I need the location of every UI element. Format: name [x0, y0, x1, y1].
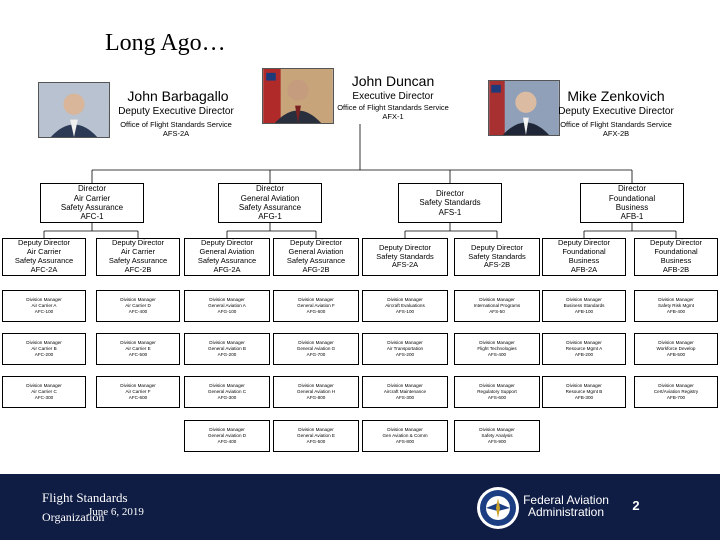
manager-box-afg-300: Division Manager General Aviation C AFG-300	[184, 376, 270, 408]
footer-org-line1: Flight Standards	[42, 490, 128, 505]
manager-box-afs-300: Division Manager Aircraft Maintenance AFS-300	[362, 376, 448, 408]
manager-box-afg-400: Division Manager General Aviation D AFG-400	[184, 420, 270, 452]
manager-box-afs-100: Division Manager Aircraft Evaluations AFS-100	[362, 290, 448, 322]
deputy-box-afs-2b: Deputy Director Safety Standards AFS-2B	[454, 238, 540, 276]
manager-box-afs-400: Division Manager Flight Technologies AFS-400	[454, 333, 540, 365]
manager-box-afg-800: Division Manager General Aviation H AFG-800	[273, 376, 359, 408]
exec-name-center: John Duncan	[351, 73, 435, 89]
manager-box-afg-200: Division Manager General Aviation B AFG-200	[184, 333, 270, 365]
manager-box-afb-100: Division Manager Business Standards AFB-100	[542, 290, 626, 322]
manager-box-afs-50: Division Manager International Programs AFS-50	[454, 290, 540, 322]
deputy-box-afg-2b: Deputy Director General Aviation Safety Assurance AFG-2B	[273, 238, 359, 276]
footer-org-line2: Organization	[42, 510, 105, 524]
deputy-box-afc-2a: Deputy Director Air Carrier Safety Assurance AFC-2A	[2, 238, 86, 276]
footer-agency-line2: Administration	[527, 505, 605, 519]
exec-office-center: Office of Flight Standards Service	[337, 103, 449, 112]
manager-box-afc-100: Division Manager Air Carrier A AFC-100	[2, 290, 86, 322]
exec-code-right: AFX-2B	[602, 129, 630, 138]
manager-box-afb-300: Division Manager Resource Mgmt B AFB-300	[542, 376, 626, 408]
deputy-box-afb-2a: Deputy Director Foundational Business AFB-2A	[542, 238, 626, 276]
director-box-afs: Director Safety Standards AFS-1	[398, 183, 502, 223]
manager-box-afc-500: Division Manager Air Carrier E AFC-500	[96, 333, 180, 365]
slide-title: Long Ago…	[105, 30, 226, 56]
manager-box-afc-400: Division Manager Air Carrier D AFC-400	[96, 290, 180, 322]
manager-box-afg-600: Division Manager General Aviation F AFG-600	[273, 290, 359, 322]
footer-agency-line1: Federal Aviation	[523, 493, 609, 507]
deputy-box-afb-2b: Deputy Director Foundational Business AFB-2B	[634, 238, 718, 276]
exec-title-right: Deputy Executive Director	[558, 106, 674, 117]
manager-box-afg-700: Division Manager General Aviation G AFG-700	[273, 333, 359, 365]
manager-box-afb-400: Division Manager Safety Risk Mgmt AFB-400	[634, 290, 718, 322]
director-box-afg: Director General Aviation Safety Assurance AFG-1	[218, 183, 322, 223]
exec-title-center: Executive Director	[352, 91, 434, 102]
footer-date: June 6, 2019	[88, 506, 144, 518]
manager-box-afs-200: Division Manager Air Transportation AFS-200	[362, 333, 448, 365]
exec-title-left: Deputy Executive Director	[118, 106, 234, 117]
manager-box-afb-700: Division Manager Cert/Aviation Registry AFB-700	[634, 376, 718, 408]
exec-name-right: Mike Zenkovich	[567, 88, 665, 104]
deputy-box-afc-2b: Deputy Director Air Carrier Safety Assurance AFC-2B	[96, 238, 180, 276]
manager-box-afb-200: Division Manager Resource Mgmt A AFB-200	[542, 333, 626, 365]
page-number: 2	[632, 498, 640, 513]
manager-box-afg-100: Division Manager General Aviation A AFG-100	[184, 290, 270, 322]
manager-box-afs-900: Division Manager Safety Analysis AFS-900	[454, 420, 540, 452]
manager-box-afc-200: Division Manager Air Carrier B AFC-200	[2, 333, 86, 365]
faa-seal-icon	[476, 486, 520, 530]
manager-box-afs-800: Division Manager Gen Aviation & Comm AFS-800	[362, 420, 448, 452]
deputy-box-afs-2a: Deputy Director Safety Standards AFS-2A	[362, 238, 448, 276]
deputy-box-afg-2a: Deputy Director General Aviation Safety Assurance AFG-2A	[184, 238, 270, 276]
manager-box-afc-300: Division Manager Air Carrier C AFC-300	[2, 376, 86, 408]
exec-name-left: John Barbagallo	[127, 88, 229, 104]
exec-code-center: AFX-1	[382, 112, 404, 121]
exec-code-left: AFS-2A	[162, 129, 190, 138]
manager-box-afb-500: Division Manager Workforce Develop AFB-500	[634, 333, 718, 365]
manager-box-afg-500: Division Manager General Aviation E AFG-500	[273, 420, 359, 452]
manager-box-afs-600: Division Manager Regulatory Support AFS-600	[454, 376, 540, 408]
manager-box-afc-600: Division Manager Air Carrier F AFC-600	[96, 376, 180, 408]
exec-office-right: Office of Flight Standards Service	[560, 120, 672, 129]
director-box-afb: Director Foundational Business AFB-1	[580, 183, 684, 223]
director-box-afc: Director Air Carrier Safety Assurance AFC-1	[40, 183, 144, 223]
exec-office-left: Office of Flight Standards Service	[120, 120, 232, 129]
